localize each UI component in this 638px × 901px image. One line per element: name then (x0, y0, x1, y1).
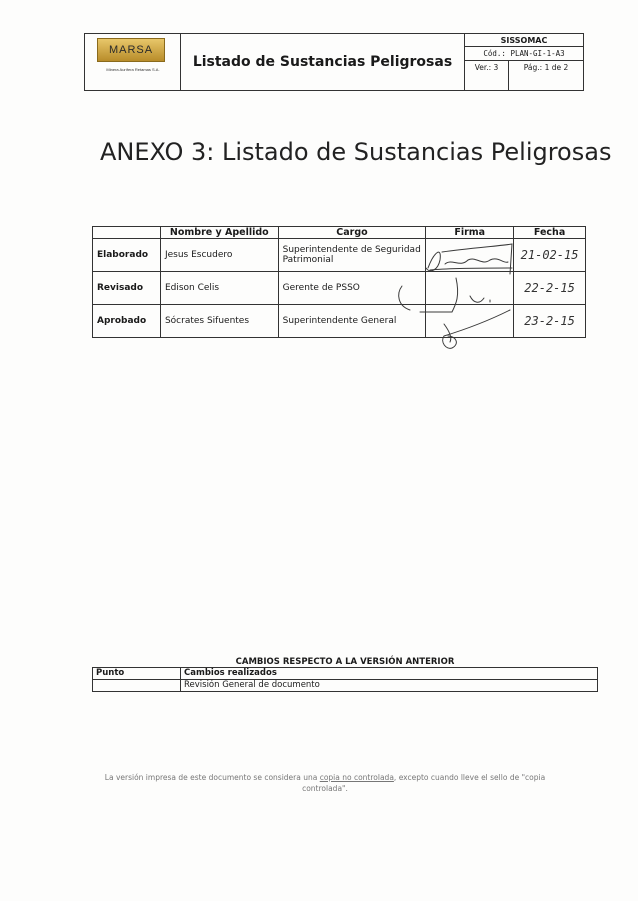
table-row (93, 680, 598, 692)
page-number: Pág.: 1 de 2 (523, 63, 569, 72)
document-title: Listado de Sustancias Peligrosas (192, 54, 453, 70)
col-header-punto: Punto (93, 668, 181, 680)
document-version: Ver.: 3 (465, 61, 509, 90)
logo-subtitle: Minera Aurífera Retamas S.A. (106, 67, 160, 72)
footer-text-before: La versión impresa de este documento se considera una (104, 773, 320, 782)
row-cargo: Gerente de PSSO (278, 272, 426, 305)
handwritten-signatures (390, 238, 530, 358)
col-header-role (93, 227, 161, 239)
row-date: 23-2-15 (514, 305, 586, 338)
col-header-cambios: Cambios realizados (181, 668, 598, 680)
company-logo (97, 38, 165, 62)
row-role: Elaborado (93, 239, 161, 272)
footer-note (100, 772, 550, 794)
row-role: Revisado (93, 272, 161, 305)
row-cambio: Revisión General de documento (181, 680, 598, 692)
row-name: Edison Celis (160, 272, 278, 305)
logo-cell (85, 34, 181, 90)
system-name: SISSOMAC (465, 34, 583, 47)
col-header-fecha: Fecha (514, 227, 586, 239)
footer-link-text: copia no controlada (319, 773, 394, 782)
row-name: Jesus Escudero (160, 239, 278, 272)
row-role: Aprobado (93, 305, 161, 338)
approval-header-row (93, 227, 586, 239)
row-date: 21-02-15 (514, 239, 586, 272)
document-header (84, 33, 584, 91)
changes-table (92, 667, 598, 692)
row-cargo: Superintendente de Seguridad Patrimonial (278, 239, 426, 272)
col-header-cargo: Cargo (278, 227, 426, 239)
col-header-firma: Firma (426, 227, 514, 239)
anexo-title: ANEXO 3: Listado de Sustancias Peligrosas (100, 138, 612, 166)
row-name: Sócrates Sifuentes (160, 305, 278, 338)
changes-title: CAMBIOS RESPECTO A LA VERSIÓN ANTERIOR (235, 657, 455, 667)
changes-header-row (93, 668, 598, 680)
header-title-cell (181, 34, 465, 90)
row-punto (93, 680, 181, 692)
footer-text-after: , excepto cuando lleve el sello de "copia controlada". (302, 773, 546, 793)
row-cargo: Superintendente General (278, 305, 426, 338)
col-header-name: Nombre y Apellido (160, 227, 278, 239)
document-code: Cód.: PLAN-GI-1-A3 (465, 47, 583, 61)
logo-text: MARSA (108, 44, 154, 56)
row-date: 22-2-15 (514, 272, 586, 305)
